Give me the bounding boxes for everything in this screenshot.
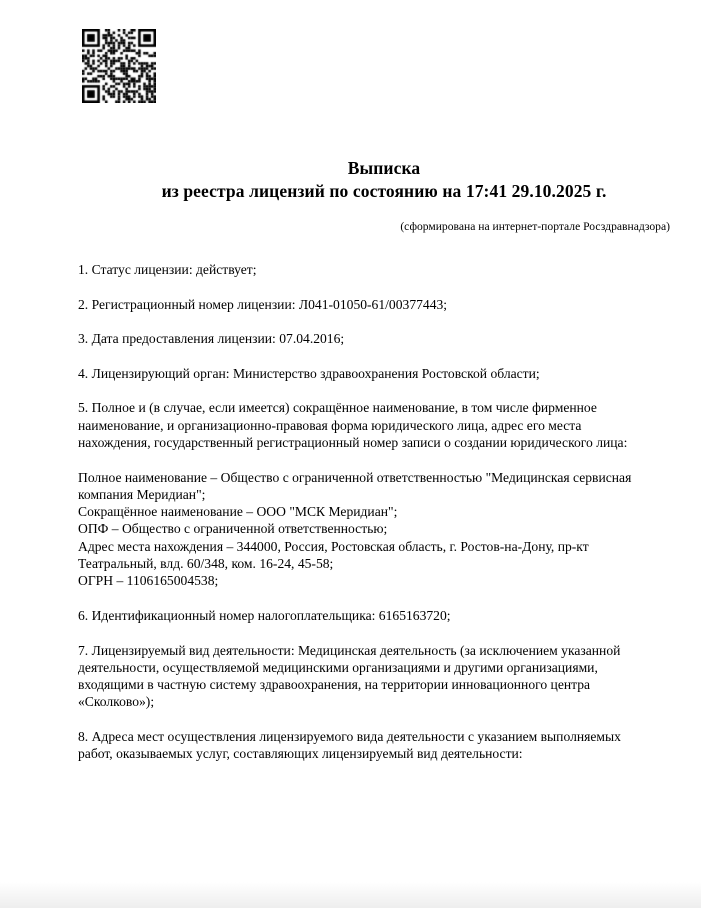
document-title-line2: из реестра лицензий по состоянию на 17:41 29.10.2025 г. xyxy=(161,181,607,201)
page-bottom-shade xyxy=(0,882,701,908)
paragraph-entity-details: Полное наименование – Общество с ограниченной ответственностью "Медицинская сервисная компания Меридиан"; Сокращённое наименование – ООО "МСК Меридиан"; ОПФ – Общество с ограниченной ответственностью; Адрес места нахождения – 344000, Россия, Ростовская область, г. Ростов-на-Дону, пр-кт Театральный, влд. 60/348, ком. 16-24, 45-58; ОГРН – 1106165004538; xyxy=(78,469,632,589)
paragraph-licensing-authority: 4. Лицензирующий орган: Министерство здравоохранения Ростовской области; xyxy=(78,365,540,381)
document-body xyxy=(78,261,678,780)
document-title xyxy=(78,157,690,203)
paragraph-registration-number: 2. Регистрационный номер лицензии: Л041-01050-61/00377443; xyxy=(78,296,448,312)
paragraph-activity-addresses: 8. Адреса мест осуществления лицензируемого вида деятельности с указанием выполняемых работ, оказываемых услуг, составляющих лицензируемый вид деятельности: xyxy=(78,729,621,762)
qr-code-icon xyxy=(82,29,156,103)
document-subtitle: (сформирована на интернет-портале Росздравнадзора) xyxy=(400,220,670,233)
paragraph-license-date: 3. Дата предоставления лицензии: 07.04.2016; xyxy=(78,331,345,347)
paragraph-licensed-activity: 7. Лицензируемый вид деятельности: Медицинская деятельность (за исключением указанной деятельности, осуществляемой медицинскими организациями и другими организациями, входящими в частную систему здравоохранения, на территории инновационного центра «Сколково»); xyxy=(78,642,621,710)
document-title-line1: Выписка xyxy=(347,158,421,178)
paragraph-taxpayer-number: 6. Идентификационный номер налогоплательщика: 6165163720; xyxy=(78,607,451,623)
paragraph-entity-name-heading: 5. Полное и (в случае, если имеется) сокращённое наименование, в том числе фирменное наименование, и организационно-правовая форма юридического лица, адрес его места нахождения, государственный регистрационный номер записи о создании юридического лица: xyxy=(78,400,628,450)
paragraph-license-status: 1. Статус лицензии: действует; xyxy=(78,262,257,277)
